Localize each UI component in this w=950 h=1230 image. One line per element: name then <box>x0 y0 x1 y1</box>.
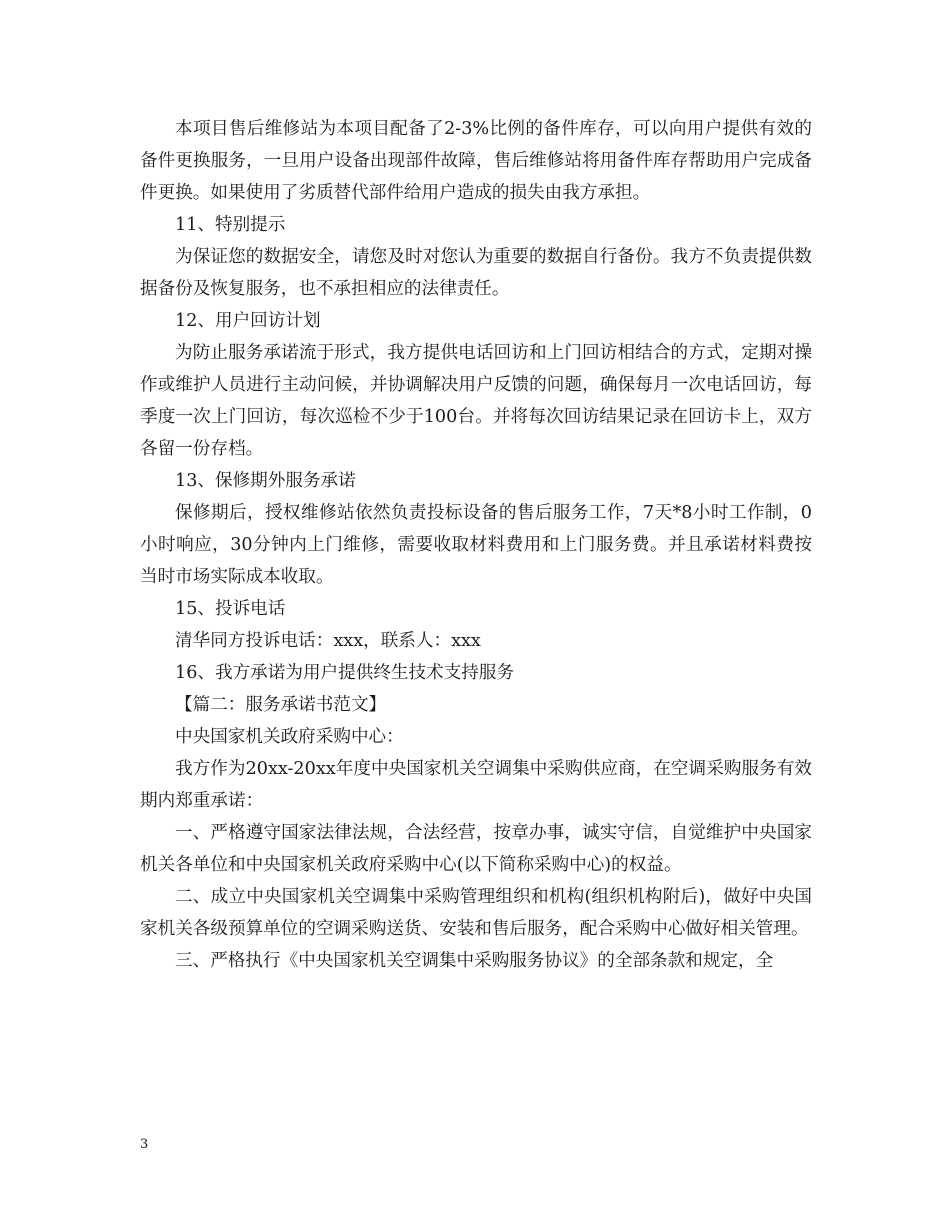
heading-special-notice: 11、特别提示 <box>175 215 286 235</box>
letter-salutation: 中央国家机关政府采购中心： <box>175 727 404 747</box>
heading-lifetime-support: 16、我方承诺为用户提供终生技术支持服务 <box>175 663 515 683</box>
paragraph-commitment-one: 一、严格遵守国家法律法规，合法经营，按章办事，诚实守信，自觉维护中央国家机关各单位和中央国家机关政府采购中心(以下简称采购中心)的权益。 <box>140 823 812 875</box>
heading-out-of-warranty: 13、保修期外服务承诺 <box>175 471 356 491</box>
paragraph-commitment-two: 二、成立中央国家机关空调集中采购管理组织和机构(组织机构附后)，做好中央国家机关各级预算单位的空调采购送货、安装和售后服务，配合采购中心做好相关管理。 <box>140 887 812 939</box>
paragraph-user-visit: 为防止服务承诺流于形式，我方提供电话回访和上门回访相结合的方式，定期对操作或维护人员进行主动问候，并协调解决用户反馈的问题，确保每月一次电话回访，每季度一次上门回访，每次巡检不少于100台。并将每次回访结果记录在回访卡上，双方各留一份存档。 <box>140 343 812 459</box>
paragraph-commitment-intro: 我方作为20xx-20xx年度中央国家机关空调集中采购供应商，在空调采购服务有效期内郑重承诺： <box>140 759 812 811</box>
paragraph-out-of-warranty: 保修期后，授权维修站依然负责投标设备的售后服务工作，7天*8小时工作制，0小时响应，30分钟内上门维修，需要收取材料费用和上门服务费。并且承诺材料费按当时市场实际成本收取。 <box>140 503 812 587</box>
heading-user-visit-plan: 12、用户回访计划 <box>175 311 321 331</box>
paragraph-complaint-contact: 清华同方投诉电话：xxx，联系人：xxx <box>175 631 481 651</box>
document-body <box>140 113 812 977</box>
section-title-part-two: 【篇二：服务承诺书范文】 <box>175 695 387 715</box>
paragraph-data-backup: 为保证您的数据安全，请您及时对您认为重要的数据自行备份。我方不负责提供数据备份及恢复服务，也不承担相应的法律责任。 <box>140 247 812 299</box>
page-number: 3 <box>140 1137 149 1152</box>
paragraph-commitment-three: 三、严格执行《中央国家机关空调集中采购服务协议》的全部条款和规定，全 <box>175 951 774 971</box>
heading-complaint-phone: 15、投诉电话 <box>175 599 286 619</box>
paragraph-spare-parts: 本项目售后维修站为本项目配备了2-3%比例的备件库存，可以向用户提供有效的备件更换服务，一旦用户设备出现部件故障，售后维修站将用备件库存帮助用户完成备件更换。如果使用了劣质替代部件给用户造成的损失由我方承担。 <box>140 119 812 203</box>
